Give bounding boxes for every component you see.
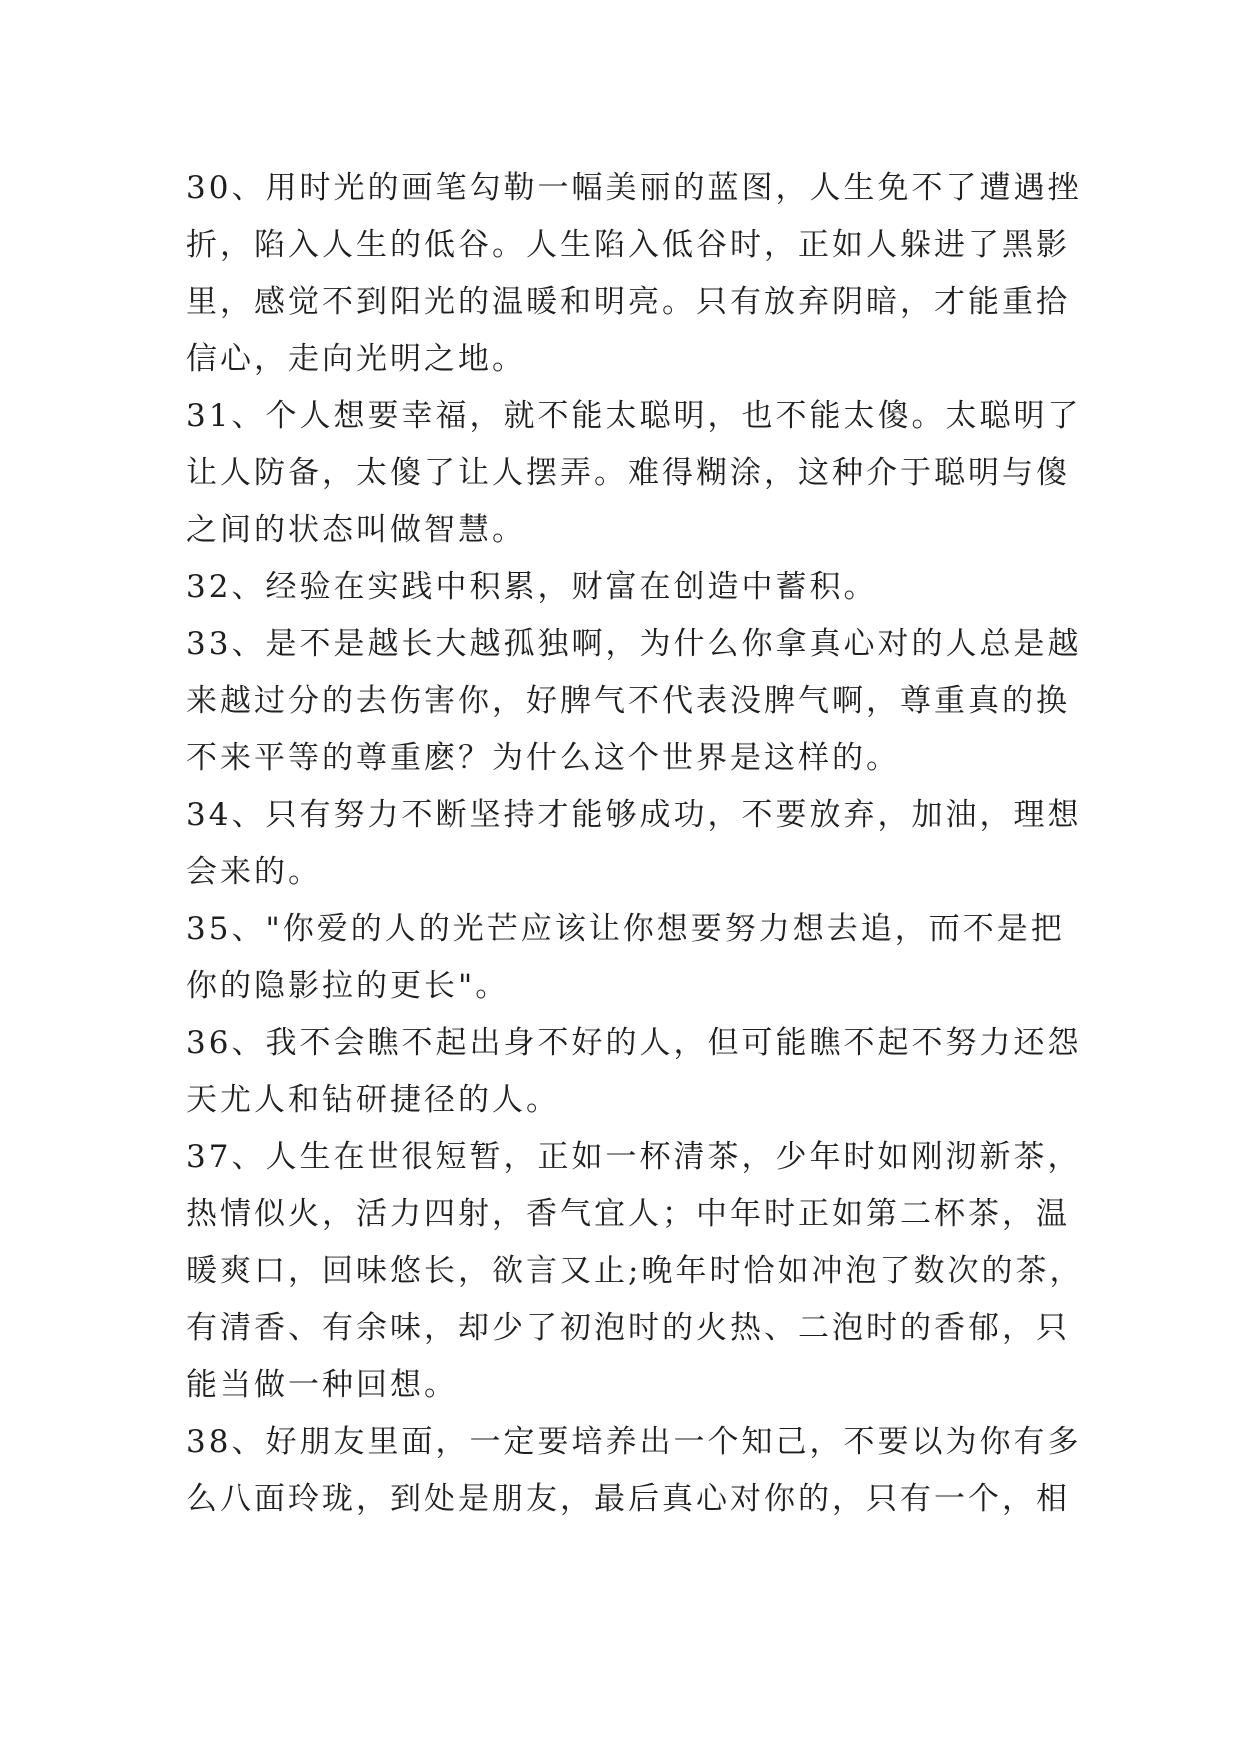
text-line: 让人防备，太傻了让人摆弄。难得糊涂，这种介于聪明与傻 xyxy=(186,455,1070,491)
text-line: 31、个人想要幸福，就不能太聪明，也不能太傻。太聪明了 xyxy=(186,398,1082,434)
text-line: 么八面玲珑，到处是朋友，最后真心对你的，只有一个，相 xyxy=(186,1481,1070,1517)
text-line: 37、人生在世很短暂，正如一杯清茶，少年时如刚沏新茶， xyxy=(186,1139,1082,1175)
paragraph-38 xyxy=(186,1414,1082,1528)
text-line: 暖爽口，回味悠长，欲言又止;晚年时恰如冲泡了数次的茶， xyxy=(186,1253,1084,1289)
text-line: 信心，走向光明之地。 xyxy=(186,341,526,377)
document-body xyxy=(186,160,1084,1528)
text-line: 34、只有努力不断坚持才能够成功，不要放弃，加油，理想 xyxy=(186,797,1082,833)
text-line: 之间的状态叫做智慧。 xyxy=(186,512,526,548)
text-line: 36、我不会瞧不起出身不好的人，但可能瞧不起不努力还怨 xyxy=(186,1025,1082,1061)
text-line: 33、是不是越长大越孤独啊，为什么你拿真心对的人总是越 xyxy=(186,626,1082,662)
text-line: 折，陷入人生的低谷。人生陷入低谷时，正如人躲进了黑影 xyxy=(186,227,1070,263)
text-line: 热情似火，活力四射，香气宜人；中年时正如第二杯茶，温 xyxy=(186,1196,1070,1232)
text-line: 天尤人和钻研捷径的人。 xyxy=(186,1082,560,1118)
text-line: 38、好朋友里面，一定要培养出一个知己，不要以为你有多 xyxy=(186,1424,1082,1460)
text-line: 35、"你爱的人的光芒应该让你想要努力想去追，而不是把 xyxy=(186,911,1065,947)
text-line: 32、经验在实践中积累，财富在创造中蓄积。 xyxy=(186,569,878,605)
paragraph-35 xyxy=(186,901,1066,1015)
text-line: 30、用时光的画笔勾勒一幅美丽的蓝图，人生免不了遭遇挫 xyxy=(186,170,1082,206)
text-line: 有清香、有余味，却少了初泡时的火热、二泡时的香郁，只 xyxy=(186,1310,1070,1346)
text-line: 来越过分的去伤害你，好脾气不代表没脾气啊，尊重真的换 xyxy=(186,683,1070,719)
paragraph-34 xyxy=(186,787,1082,901)
paragraph-30 xyxy=(186,160,1082,388)
paragraph-33 xyxy=(186,616,1082,787)
paragraph-32 xyxy=(186,559,1066,616)
text-line: 能当做一种回想。 xyxy=(186,1367,458,1403)
text-line: 不来平等的尊重麽？为什么这个世界是这样的。 xyxy=(186,740,900,776)
paragraph-36 xyxy=(186,1015,1082,1129)
text-line: 里，感觉不到阳光的温暖和明亮。只有放弃阴暗，才能重拾 xyxy=(186,284,1070,320)
text-line: 你的隐影拉的更长"。 xyxy=(186,968,510,1004)
paragraph-31 xyxy=(186,388,1082,559)
paragraph-37 xyxy=(186,1129,1084,1414)
text-line: 会来的。 xyxy=(186,854,322,890)
